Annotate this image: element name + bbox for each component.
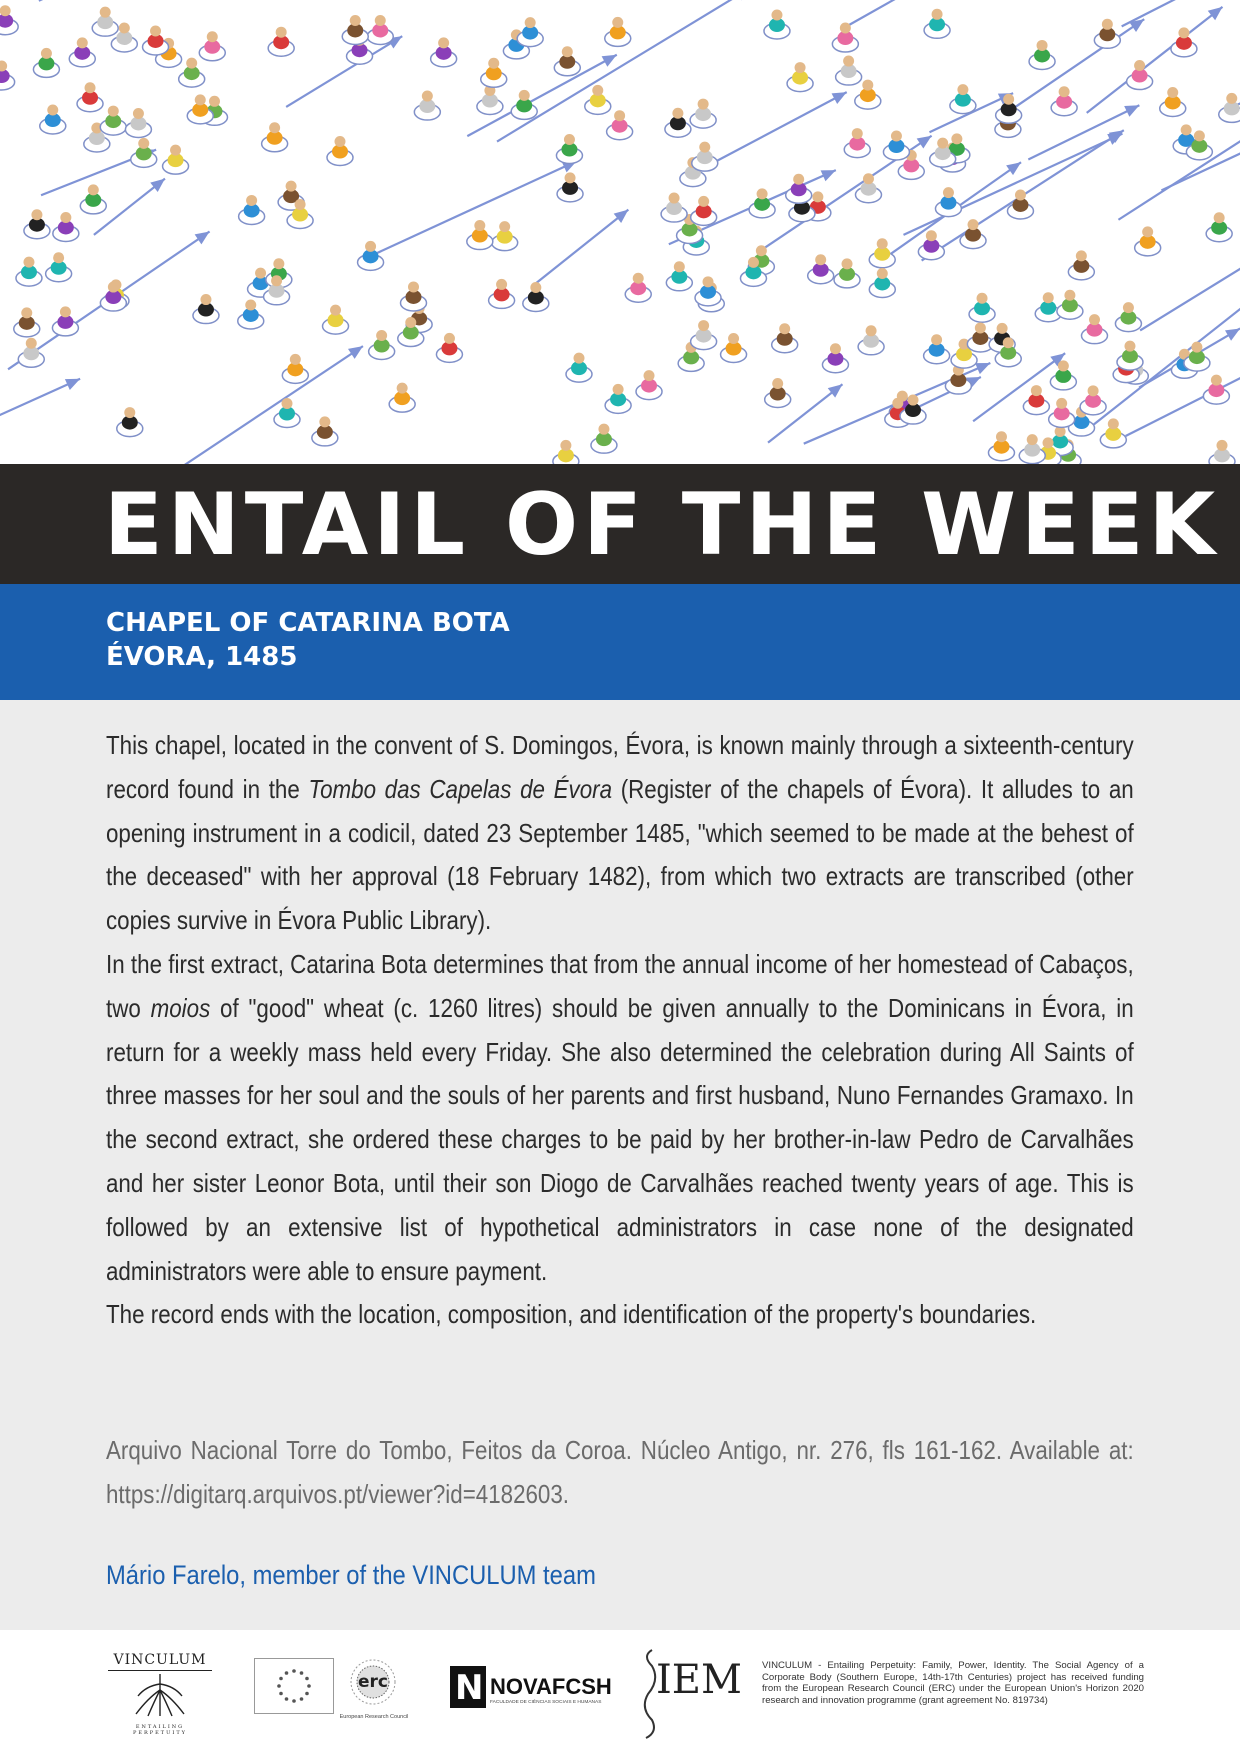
- person-figure: [883, 130, 909, 160]
- person-figure: [492, 221, 518, 251]
- person-figure: [312, 416, 338, 446]
- arrowhead-icon: [1208, 7, 1223, 20]
- person-figure: [33, 48, 59, 78]
- person-figure: [1049, 398, 1075, 428]
- person-figure: [342, 15, 368, 45]
- eu-star-icon: [279, 1677, 283, 1681]
- person-figure: [969, 293, 995, 323]
- person-figure: [695, 276, 721, 306]
- person-figure: [691, 320, 717, 350]
- person-figure: [238, 299, 264, 329]
- person-figure: [772, 323, 798, 353]
- person-figure: [389, 383, 415, 413]
- person-figure: [323, 305, 349, 335]
- paragraph-3: The record ends with the location, composition, and identification of the property's boundaries.: [106, 1299, 1037, 1330]
- person-figure: [401, 281, 427, 311]
- person-figure: [327, 136, 353, 166]
- person-figure: [607, 110, 633, 140]
- person-figure: [557, 172, 583, 202]
- eu-star-icon: [307, 1684, 311, 1688]
- header-network-illustration: [0, 0, 1240, 464]
- person-figure: [40, 105, 66, 135]
- person-figure: [14, 307, 40, 337]
- arrowhead-icon: [1225, 328, 1240, 340]
- eu-star-icon: [292, 1699, 296, 1703]
- person-figure: [836, 56, 862, 85]
- network-arrow-line: [39, 0, 244, 1]
- person-figure: [666, 261, 692, 291]
- person-figure: [523, 282, 549, 312]
- person-figure: [636, 370, 662, 400]
- person-figure: [117, 407, 143, 437]
- eu-star-icon: [292, 1669, 296, 1673]
- person-figure: [625, 273, 651, 303]
- person-figure: [1160, 87, 1186, 117]
- arrowhead-icon: [348, 346, 363, 359]
- arrowhead-icon: [1006, 162, 1021, 175]
- person-figure: [554, 46, 580, 76]
- person-figure: [1029, 40, 1055, 70]
- person-figure: [665, 108, 691, 138]
- person-figure: [24, 209, 50, 239]
- person-figure: [661, 193, 687, 223]
- person-figure: [765, 378, 791, 408]
- vinculum-logo: VINCULUM ENTAILING PERPETUITY: [108, 1652, 212, 1738]
- person-figure: [436, 333, 462, 363]
- subtitle-line-1: CHAPEL OF CATARINA BOTA: [106, 608, 510, 638]
- person-figure: [721, 333, 747, 363]
- network-arrow-line: [903, 134, 1122, 235]
- person-figure: [858, 325, 884, 355]
- arrowhead-icon: [195, 231, 210, 244]
- person-figure: [786, 174, 812, 204]
- person-figure: [282, 354, 308, 384]
- paragraph-1: This chapel, located in the convent of S. Domingos, Évora, is known mainly through a sixteenth-century record found in the Tombo das Capelas de Évora (Register of the chapels of Évora). It alludes to an opening instrument in a codicil, dated 23 September 1485, "which seemed to be made at the behest of the deceased" with her approval (18 February 1482), from which two extracts are transcribed (other copies survive in Évora Public Library).: [106, 730, 1134, 936]
- arrowhead-icon: [150, 179, 165, 192]
- network-arrow-line: [0, 379, 80, 442]
- person-figure: [855, 80, 881, 110]
- nova-fcsh-logo: N NOVAFCSH FACULDADE DE CIÊNCIAS SOCIAIS E HUMANAS: [450, 1666, 610, 1718]
- network-arrow-line: [703, 92, 847, 168]
- eu-flag-logo: [254, 1658, 334, 1714]
- eu-star-icon: [300, 1671, 304, 1675]
- eu-star-icon: [279, 1692, 283, 1696]
- person-figure: [100, 106, 126, 136]
- person-figure: [764, 10, 790, 40]
- network-arrow-line: [847, 0, 1056, 26]
- eu-stars-icon: [255, 1659, 333, 1713]
- person-figure: [262, 122, 288, 152]
- person-figure: [855, 173, 881, 203]
- person-figure: [553, 440, 579, 464]
- network-arrow-line: [534, 210, 628, 285]
- person-figure: [1051, 86, 1077, 116]
- person-figure: [367, 15, 393, 44]
- arrowhead-icon: [614, 210, 629, 223]
- subtitle-band: [0, 584, 1240, 700]
- person-figure: [1219, 93, 1240, 123]
- person-figure: [924, 334, 950, 364]
- person-figure: [1100, 418, 1126, 448]
- person-figure: [556, 134, 582, 164]
- arrowhead-icon: [917, 136, 932, 149]
- person-figure: [0, 5, 18, 35]
- person-figure: [1035, 292, 1061, 322]
- paragraph-2: In the first extract, Catarina Bota determines that from the annual income of her homestead of Cabaços, two moios of "good" wheat (c. 1260 litres) should be given annually to the Dominicans in Évora, in return for a weekly mass held every Friday. She also determined the celebration during All Saints of three masses for her soul and the souls of her parents and first husband, Nuno Fernandes Gramaxo. In the second extract, she ordered these charges to be paid by her brother-in-law Pedro de Carvalhães and her sister Leonor Bota, until their son Diogo de Carvalhães reached twenty years of age. This is followed by an extensive list of hypothetical administrators in case none of the designated administrators were able to ensure payment.: [106, 948, 1134, 1286]
- person-figure: [918, 230, 944, 259]
- person-figure: [605, 384, 631, 414]
- person-figure: [239, 195, 265, 225]
- person-figure: [199, 31, 225, 61]
- content-area: [0, 700, 1240, 1630]
- person-figure: [1203, 375, 1229, 405]
- person-figure: [834, 258, 860, 288]
- person-figure: [585, 85, 611, 115]
- person-figure: [92, 7, 118, 37]
- person-figure: [808, 254, 834, 284]
- person-figure: [935, 187, 961, 217]
- nova-n-icon: N: [450, 1666, 486, 1708]
- person-figure: [844, 128, 870, 158]
- person-figure: [18, 338, 44, 368]
- network-arrow-line: [286, 36, 402, 107]
- person-figure: [924, 9, 950, 39]
- person-figure: [1115, 302, 1141, 332]
- person-figure: [179, 58, 205, 87]
- person-figure: [1080, 385, 1106, 415]
- person-figure: [77, 82, 103, 112]
- tree-roots-icon: [130, 1674, 190, 1718]
- person-figure: [517, 17, 543, 47]
- person-figure: [80, 184, 106, 214]
- author-credit: Mário Farelo, member of the VINCULUM team: [106, 1560, 596, 1590]
- person-figure: [125, 108, 151, 138]
- person-figure: [163, 145, 189, 175]
- person-figure: [1007, 189, 1033, 219]
- person-figure: [950, 84, 976, 114]
- person-figure: [358, 241, 384, 270]
- person-figure: [1050, 360, 1076, 390]
- person-figure: [692, 142, 718, 172]
- title-band: [0, 464, 1240, 584]
- arrowhead-icon: [828, 384, 843, 397]
- person-figure: [69, 37, 95, 66]
- person-figure: [0, 60, 15, 90]
- person-figure: [822, 343, 848, 373]
- person-figure: [1135, 226, 1161, 256]
- person-figure: [690, 99, 716, 129]
- person-figure: [431, 37, 457, 66]
- source-citation: Arquivo Nacional Torre do Tombo, Feitos da Coroa. Núcleo Antigo, nr. 276, fls 161-162. Available at: https://digitarq.arquivos.pt/viewer?id=4182603.: [106, 1435, 1134, 1509]
- person-figure: [832, 23, 858, 53]
- person-figure: [268, 27, 294, 57]
- person-figure: [477, 85, 503, 115]
- network-arrow-line: [1235, 16, 1240, 105]
- person-figure: [1117, 341, 1143, 371]
- person-figure: [566, 353, 592, 383]
- person-figure: [489, 279, 515, 309]
- person-figure: [52, 306, 78, 336]
- iem-logo: IEM: [640, 1646, 714, 1742]
- eu-star-icon: [305, 1692, 309, 1696]
- person-figure: [369, 330, 395, 360]
- person-figure: [591, 424, 617, 454]
- person-figure: [1023, 385, 1049, 415]
- person-figure: [1019, 434, 1045, 464]
- person-figure: [1094, 19, 1120, 49]
- person-figure: [53, 212, 79, 242]
- person-figure: [511, 90, 537, 120]
- person-figure: [749, 188, 775, 218]
- person-figure: [1068, 250, 1094, 280]
- eu-star-icon: [300, 1697, 304, 1701]
- person-figure: [996, 94, 1022, 124]
- person-figure: [1209, 440, 1235, 464]
- person-figure: [869, 268, 895, 298]
- eu-star-icon: [277, 1684, 281, 1688]
- person-figure: [414, 91, 440, 121]
- network-arrow-line: [185, 346, 363, 464]
- person-figure: [46, 252, 72, 282]
- person-figure: [1171, 27, 1197, 57]
- person-figure: [1057, 290, 1083, 320]
- person-figure: [193, 294, 219, 324]
- eu-star-icon: [285, 1671, 289, 1675]
- person-figure: [605, 17, 631, 47]
- subtitle-line-2: ÉVORA, 1485: [106, 642, 298, 672]
- person-figure: [787, 62, 813, 92]
- eu-star-icon: [285, 1697, 289, 1701]
- page-title: ENTAIL OF THE WEEK: [104, 475, 1221, 575]
- body-text: [106, 724, 1134, 1337]
- person-figure: [467, 220, 493, 250]
- person-figure: [1206, 212, 1232, 242]
- person-figure: [1081, 314, 1107, 344]
- funding-statement: VINCULUM - Entailing Perpetuity: Family, Power, Identity. The Social Agency of a Corporate Body (Southern Europe, 14th-17th Centuries) project has received funding from the European Research Council (ERC) under the European Union's Horizon 2020 research and innovation programme (grant agreement No. 819734): [762, 1660, 1144, 1706]
- person-figure: [481, 58, 507, 88]
- erc-logo: erc European Research Council: [338, 1652, 408, 1732]
- eu-star-icon: [305, 1677, 309, 1681]
- footer: [0, 1630, 1240, 1754]
- person-figure: [691, 196, 717, 226]
- person-figure: [988, 431, 1014, 461]
- person-figure: [16, 257, 42, 287]
